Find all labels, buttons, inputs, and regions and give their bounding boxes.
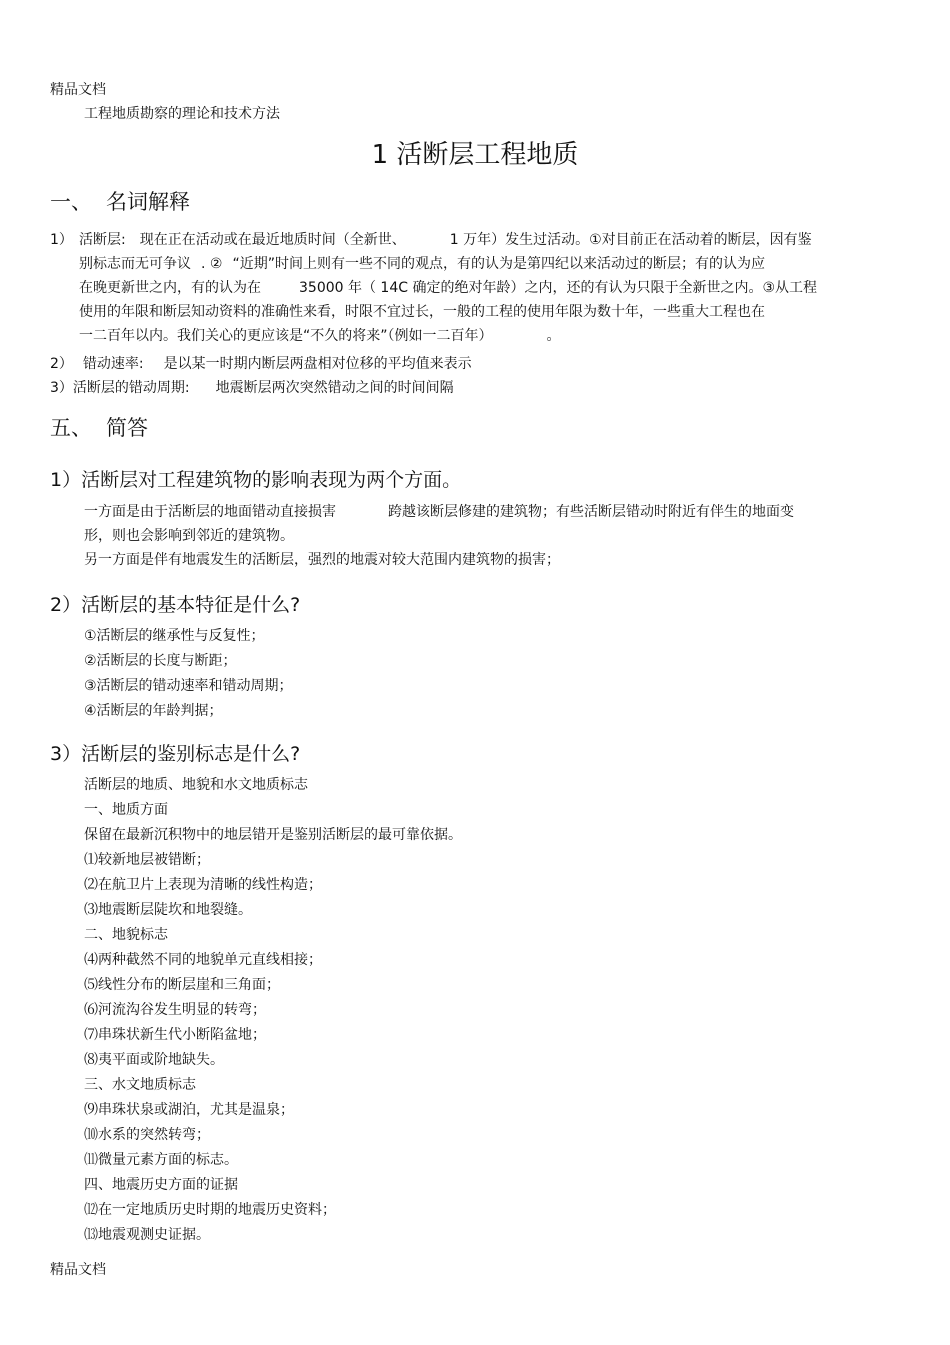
definition-text: 在晚更新世之内，有的认为在 [79,280,261,296]
list-item: ⑸线性分布的断层崖和三角面； [84,977,280,993]
list-item: ①活断层的继承性与反复性； [84,628,265,644]
list-item: 二、地貌标志 [84,927,168,943]
list-item: 三、水文地质标志 [84,1077,196,1093]
list-item: ⒀地震观测史证据。 [84,1227,210,1243]
answer-line: 另一方面是伴有地震发生的活断层，强烈的地震对较大范围内建筑物的损害； [84,552,560,568]
section-label: 名词解释 [106,190,190,214]
document-subtitle: 工程地质勘察的理论和技术方法 [84,106,280,122]
section-number: 五、 [50,416,92,440]
definition-line: 使用的年限和断层知动资料的准确性来看，时限不宜过长，一般的工程的使用年限为数十年，一些重大工程也在 [79,304,765,320]
list-item: ③活断层的错动速率和错动周期； [84,678,293,694]
list-item: 活断层的地质、地貌和水文地质标志 [84,777,308,793]
list-item: ⑴较新地层被错断； [84,852,210,868]
definition-term: 活断层: [79,232,126,248]
definition-item [50,376,454,400]
definition-line [79,324,561,348]
question-heading: 3）活断层的鉴别标志是什么? [50,743,301,765]
definition-text: . ② [201,256,223,272]
list-item: ⑽水系的突然转弯； [84,1127,210,1143]
definition-number: 2） [50,356,73,372]
list-item: ⑼串珠状泉或湖泊，尤其是温泉； [84,1102,294,1118]
definition-text: “近期”时间上则有一些不同的观点，有的认为是第四纪以来活动过的断层；有的认为应 [232,256,765,272]
definition-item [50,352,472,376]
definition-line [79,276,817,300]
list-item: ⑶地震断层陡坎和地裂缝。 [84,902,252,918]
list-item: ⑹河流沟谷发生明显的转弯； [84,1002,266,1018]
definition-text: 1 万年）发生过活动。①对目前正在活动着的断层，因有鉴 [449,232,812,248]
definition-text: 别标志而无可争议 [79,256,191,272]
answer-line: 形，则也会影响到邻近的建筑物。 [84,528,294,544]
definition-text: 是以某一时期内断层两盘相对位移的平均值来表示 [163,356,472,372]
definition-number: 1） [50,232,73,248]
list-item: ④活断层的年龄判据； [84,703,223,719]
definition-text: 一二百年以内。我们关心的更应该是“不久的将来”（例如一二百年） [79,328,493,344]
definition-term: 错动速率: [82,356,144,372]
list-item: ⑵在航卫片上表现为清晰的线性构造； [84,877,322,893]
list-item: 保留在最新沉积物中的地层错开是鉴别活断层的最可靠依据。 [84,827,462,843]
definition-text: 地震断层两次突然错动之间的时间间隔 [215,380,454,396]
answer-text: 跨越该断层修建的建筑物；有些活断层错动时附近有伴生的地面变 [388,504,794,520]
document-title: 1 活断层工程地质 [371,140,579,170]
list-item: 四、地震历史方面的证据 [84,1177,238,1193]
definition-line [79,252,765,276]
section-heading-answers [50,412,148,442]
definition-text: 35000 年（ 14C 确定的绝对年龄）之内，还的有认为只限于全新世之内。③从工程 [299,280,818,296]
definition-text: 现在正在活动或在最近地质时间（全新世、 [139,232,406,248]
definition-line [79,228,812,252]
section-label: 简答 [106,416,148,440]
footer-tag: 精品文档 [50,1262,106,1278]
section-heading-terms [50,186,190,216]
header-tag: 精品文档 [50,82,106,98]
list-item: ②活断层的长度与断距； [84,653,237,669]
question-heading: 1）活断层对工程建筑物的影响表现为两个方面。 [50,469,462,491]
list-item: ⑿在一定地质历史时期的地震历史资料； [84,1202,336,1218]
list-item: ⑷两种截然不同的地貌单元直线相接； [84,952,322,968]
list-item: ⑻夷平面或阶地缺失。 [84,1052,224,1068]
question-heading: 2）活断层的基本特征是什么? [50,594,301,616]
definition-term: 3）活断层的错动周期: [50,380,190,396]
section-number: 一、 [50,190,92,214]
definition-text: 。 [546,328,561,344]
list-item: ⑺串珠状新生代小断陷盆地； [84,1027,266,1043]
answer-line [84,500,794,524]
list-item: 一、地质方面 [84,802,168,818]
answer-text: 一方面是由于活断层的地面错动直接损害 [84,504,336,520]
list-item: ⑾微量元素方面的标志。 [84,1152,238,1168]
